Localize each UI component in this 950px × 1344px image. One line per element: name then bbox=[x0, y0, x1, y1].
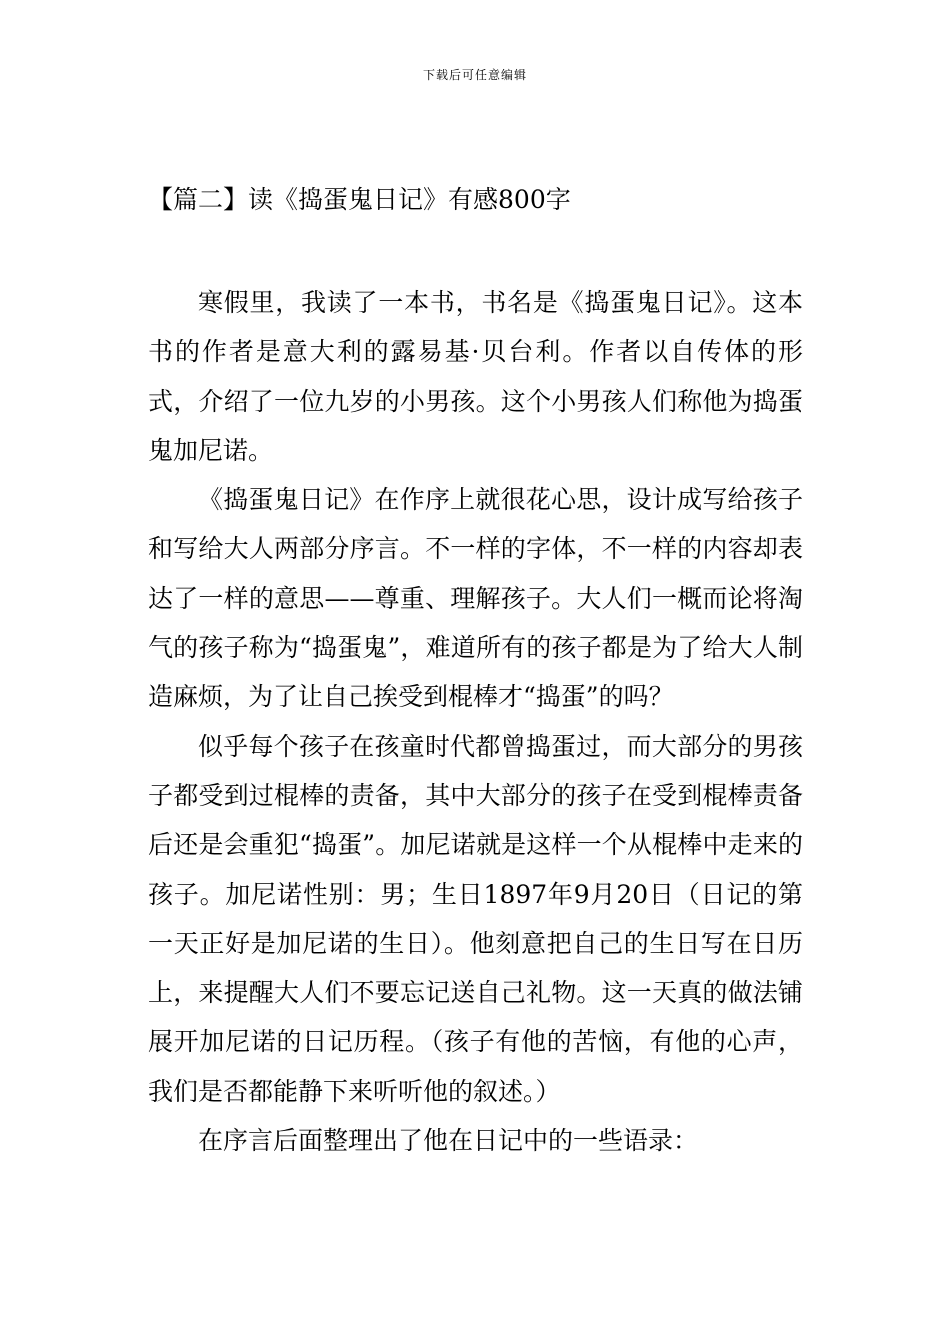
document-title: 【篇二】读《捣蛋鬼日记》有感800字 bbox=[148, 185, 571, 214]
paragraph-2: 《捣蛋鬼日记》在作序上就很花心思，设计成写给孩子和写给大人两部分序言。不一样的字体，不一样的内容却表达了一样的意思——尊重、理解孩子。大人们一概而论将淘气的孩子称为“捣蛋鬼”，难道所有的孩子都是为了给大人制造麻烦，为了让自己挨受到棍棒才“捣蛋”的吗？ bbox=[148, 485, 803, 712]
header-note: 下载后可任意编辑 bbox=[422, 68, 527, 82]
paragraph-3: 似乎每个孩子在孩童时代都曾捣蛋过，而大部分的男孩子都受到过棍棒的责备，其中大部分的孩子在受到棍棒责备后还是会重犯“捣蛋”。加尼诺就是这样一个从棍棒中走来的孩子。加尼诺性别：男；生日1897年9月20日（日记的第一天正好是加尼诺的生日）。他刻意把自己的生日写在日历上，来提醒大人们不要忘记送自己礼物。这一天真的做法铺展开加尼诺的日记历程。（孩子有他的苦恼，有他的心声，我们是否都能静下来听听他的叙述。） bbox=[148, 731, 803, 1106]
paragraph-4: 在序言后面整理出了他在日记中的一些语录： bbox=[198, 1126, 699, 1156]
paragraph-1: 寒假里，我读了一本书，书名是《捣蛋鬼日记》。这本书的作者是意大利的露易基·贝台利。作者以自传体的形式，介绍了一位九岁的小男孩。这个小男孩人们称他为捣蛋鬼加尼诺。 bbox=[148, 288, 803, 465]
document-body bbox=[148, 278, 803, 1165]
